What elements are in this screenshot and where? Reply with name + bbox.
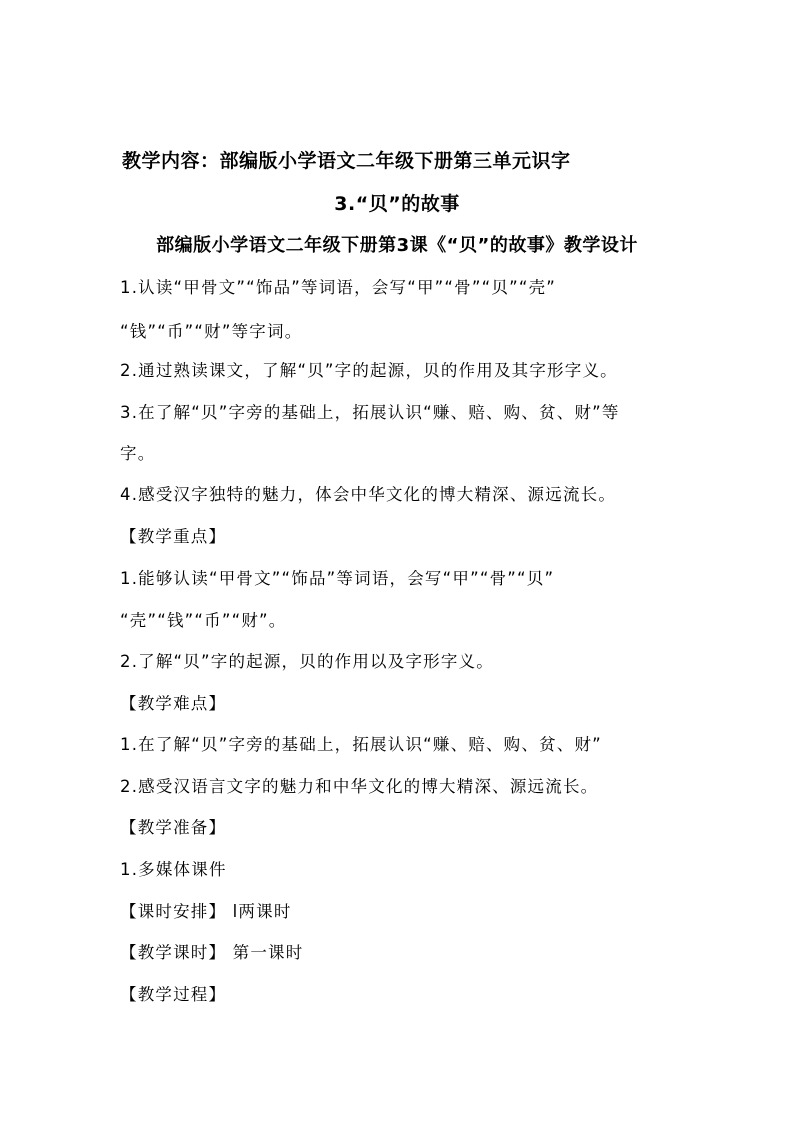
- difficulty-1: 1.在了解“贝”字旁的基础上，拓展认识“赚、赔、购、贫、财”: [120, 735, 602, 754]
- objective-3-line-1: 3.在了解“贝”字旁的基础上，拓展认识“赚、赔、购、贫、财”等: [120, 403, 620, 422]
- objective-2: 2.通过熟读课文，了解“贝”字的起源，贝的作用及其字形字义。: [120, 361, 618, 380]
- lesson-title: 3.“贝”的故事: [334, 193, 460, 215]
- section-key-points: 【教学重点】: [120, 527, 227, 546]
- section-preparation: 【教学准备】: [120, 818, 227, 837]
- objective-3-line-2: 字。: [120, 444, 156, 463]
- key-point-1-line-2: “壳”“钱”“币”“财”。: [120, 611, 287, 630]
- objective-4: 4.感受汉字独特的魅力，体会中华文化的博大精深、源远流长。: [120, 485, 617, 504]
- preparation-1: 1.多媒体课件: [120, 860, 227, 879]
- section-lesson-period: 【教学课时】 第一课时: [120, 943, 304, 962]
- design-subtitle: 部编版小学语文二年级下册第3课《“贝”的故事》教学设计: [156, 235, 638, 256]
- difficulty-2: 2.感受汉语言文字的魅力和中华文化的博大精深、源远流长。: [120, 777, 599, 796]
- section-difficulties: 【教学难点】: [120, 694, 227, 713]
- objective-1-line-1: 1.认读“甲骨文”“饰品”等词语，会写“甲”“骨”“贝”“壳”: [120, 278, 557, 297]
- section-process: 【教学过程】: [120, 985, 227, 1004]
- page-heading: 教学内容：部编版小学语文二年级下册第三单元识字: [122, 150, 571, 172]
- section-schedule: 【课时安排】 l两课时: [120, 902, 292, 921]
- key-point-1-line-1: 1.能够认读“甲骨文”“饰品”等词语，会写“甲”“骨”“贝”: [120, 569, 555, 588]
- key-point-2: 2.了解“贝”字的起源，贝的作用以及字形字义。: [120, 652, 494, 671]
- objective-1-line-2: “钱”“币”“财”等字词。: [120, 322, 303, 341]
